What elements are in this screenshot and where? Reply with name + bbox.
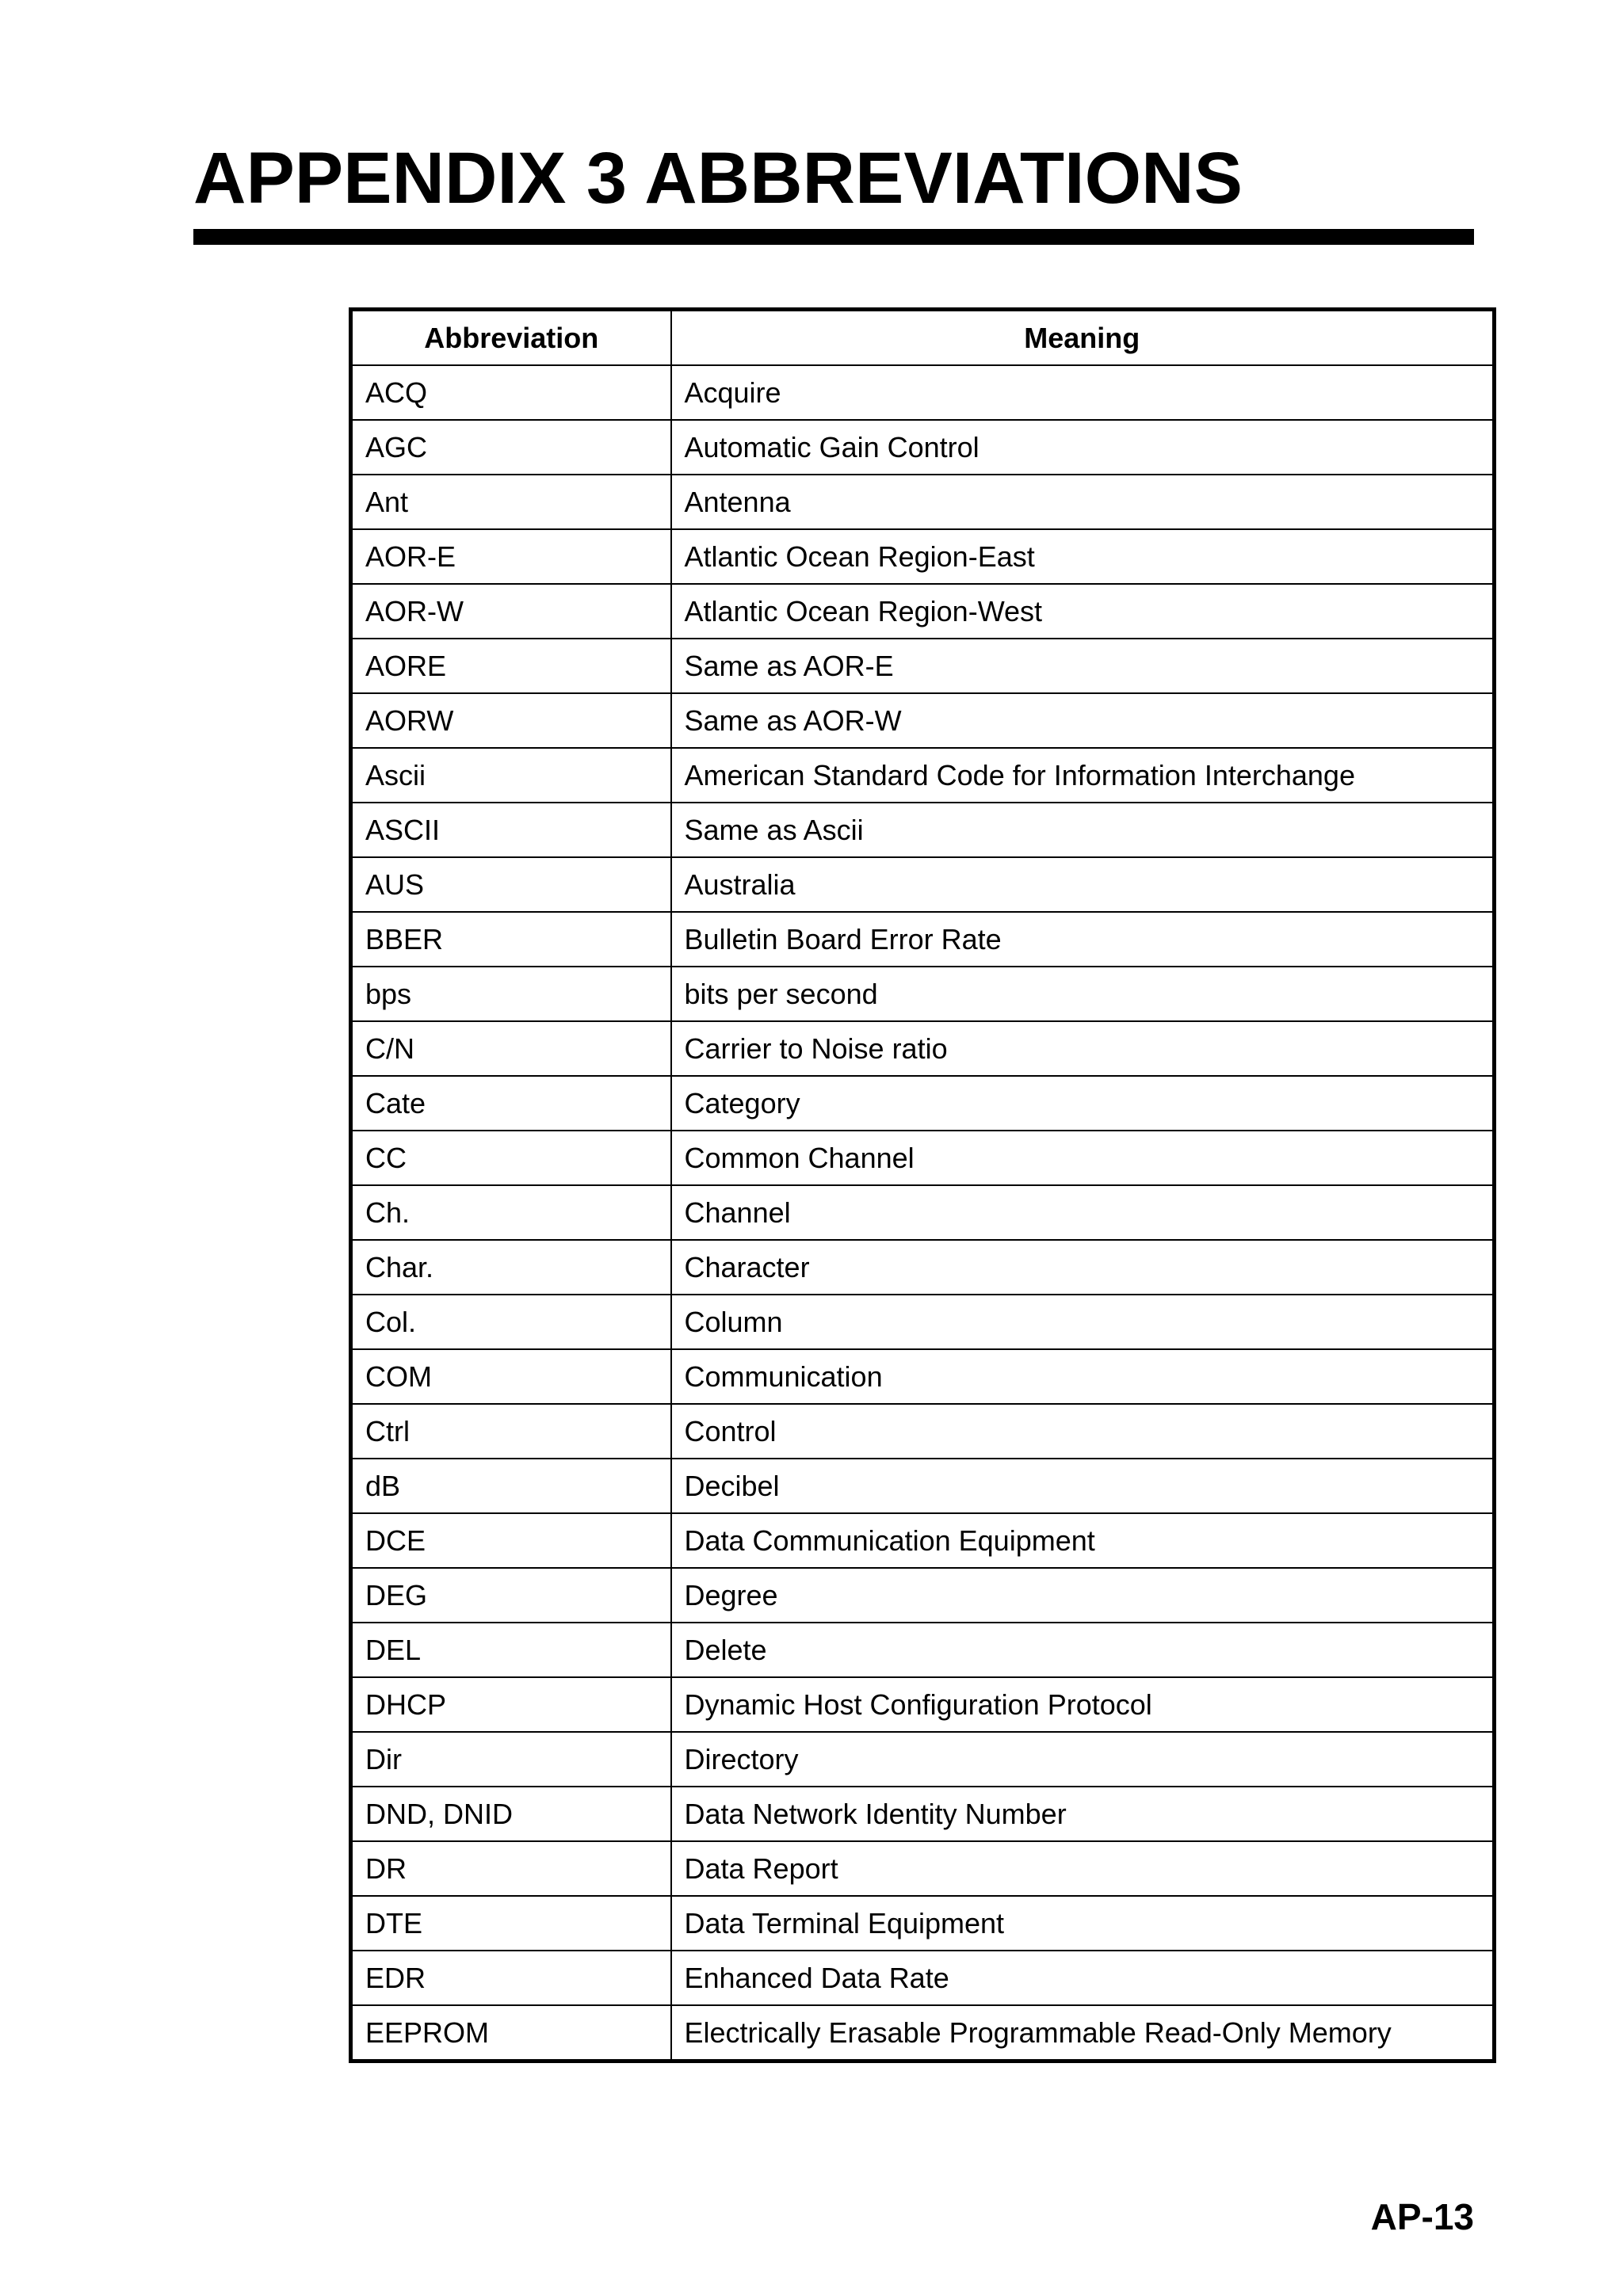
abbreviation-cell: DEL	[351, 1623, 671, 1677]
table-row	[351, 912, 1495, 967]
abbreviation-cell: ASCII	[351, 803, 671, 857]
table-body	[351, 365, 1495, 2061]
table-row	[351, 857, 1495, 912]
abbreviation-cell: ACQ	[351, 365, 671, 420]
abbreviation-cell: AORW	[351, 693, 671, 748]
abbreviation-cell: Char.	[351, 1240, 671, 1295]
table-row	[351, 1623, 1495, 1677]
table-row	[351, 1568, 1495, 1623]
abbreviation-cell: DHCP	[351, 1677, 671, 1732]
table-row	[351, 1787, 1495, 1841]
meaning-cell: Control	[671, 1404, 1495, 1459]
meaning-cell: Dynamic Host Configuration Protocol	[671, 1677, 1495, 1732]
table-row	[351, 420, 1495, 475]
meaning-cell: Same as Ascii	[671, 803, 1495, 857]
table-row	[351, 1951, 1495, 2005]
table-row	[351, 639, 1495, 693]
meaning-cell: Australia	[671, 857, 1495, 912]
table-row	[351, 1076, 1495, 1131]
table-row	[351, 475, 1495, 529]
meaning-cell: Character	[671, 1240, 1495, 1295]
meaning-cell: Delete	[671, 1623, 1495, 1677]
abbreviation-cell: COM	[351, 1349, 671, 1404]
abbreviation-cell: Ctrl	[351, 1404, 671, 1459]
meaning-cell: Data Terminal Equipment	[671, 1896, 1495, 1951]
abbreviation-cell: AGC	[351, 420, 671, 475]
abbreviation-cell: Cate	[351, 1076, 671, 1131]
meaning-cell: Enhanced Data Rate	[671, 1951, 1495, 2005]
abbreviation-cell: Ch.	[351, 1185, 671, 1240]
title-rule	[193, 229, 1474, 245]
meaning-cell: bits per second	[671, 967, 1495, 1021]
meaning-cell: Decibel	[671, 1459, 1495, 1513]
abbreviation-cell: DCE	[351, 1513, 671, 1568]
meaning-cell: Channel	[671, 1185, 1495, 1240]
meaning-cell: Bulletin Board Error Rate	[671, 912, 1495, 967]
page-number: AP-13	[1370, 2196, 1474, 2237]
table-row	[351, 748, 1495, 803]
abbreviation-cell: dB	[351, 1459, 671, 1513]
table-row	[351, 1131, 1495, 1185]
table-row	[351, 1677, 1495, 1732]
abbreviation-cell: EEPROM	[351, 2005, 671, 2061]
abbreviation-cell: DND, DNID	[351, 1787, 671, 1841]
abbreviations-table	[349, 307, 1496, 2063]
meaning-cell: Atlantic Ocean Region-West	[671, 584, 1495, 639]
abbreviation-cell: DR	[351, 1841, 671, 1896]
column-header-abbreviation: Abbreviation	[351, 310, 671, 366]
meaning-cell: Category	[671, 1076, 1495, 1131]
abbreviation-cell: Dir	[351, 1732, 671, 1787]
abbreviation-cell: BBER	[351, 912, 671, 967]
table-row	[351, 365, 1495, 420]
table-row	[351, 1240, 1495, 1295]
table-row	[351, 1732, 1495, 1787]
table-row	[351, 1021, 1495, 1076]
meaning-cell: Directory	[671, 1732, 1495, 1787]
meaning-cell: Communication	[671, 1349, 1495, 1404]
table-row	[351, 1513, 1495, 1568]
abbreviation-cell: C/N	[351, 1021, 671, 1076]
abbreviation-cell: AOR-E	[351, 529, 671, 584]
abbreviation-cell: DEG	[351, 1568, 671, 1623]
meaning-cell: Same as AOR-W	[671, 693, 1495, 748]
meaning-cell: Automatic Gain Control	[671, 420, 1495, 475]
table-row	[351, 1185, 1495, 1240]
abbreviation-cell: Ant	[351, 475, 671, 529]
meaning-cell: Electrically Erasable Programmable Read-Only Memory	[671, 2005, 1495, 2061]
table-row	[351, 1295, 1495, 1349]
abbreviation-cell: Col.	[351, 1295, 671, 1349]
abbreviation-cell: EDR	[351, 1951, 671, 2005]
table-row	[351, 967, 1495, 1021]
table-row	[351, 1896, 1495, 1951]
abbreviation-cell: bps	[351, 967, 671, 1021]
meaning-cell: Atlantic Ocean Region-East	[671, 529, 1495, 584]
meaning-cell: Antenna	[671, 475, 1495, 529]
meaning-cell: Data Network Identity Number	[671, 1787, 1495, 1841]
table-row	[351, 584, 1495, 639]
abbreviation-cell: AOR-W	[351, 584, 671, 639]
table-row	[351, 693, 1495, 748]
table-row	[351, 1459, 1495, 1513]
abbreviation-cell: CC	[351, 1131, 671, 1185]
table-row	[351, 803, 1495, 857]
meaning-cell: Carrier to Noise ratio	[671, 1021, 1495, 1076]
meaning-cell: Data Report	[671, 1841, 1495, 1896]
table-row	[351, 2005, 1495, 2061]
table-row	[351, 1404, 1495, 1459]
abbreviation-cell: AORE	[351, 639, 671, 693]
table-row	[351, 1841, 1495, 1896]
meaning-cell: American Standard Code for Information Interchange	[671, 748, 1495, 803]
table-row	[351, 529, 1495, 584]
abbreviation-cell: DTE	[351, 1896, 671, 1951]
abbreviation-cell: Ascii	[351, 748, 671, 803]
page-title: APPENDIX 3 ABBREVIATIONS	[193, 138, 1243, 219]
column-header-meaning: Meaning	[671, 310, 1495, 366]
meaning-cell: Degree	[671, 1568, 1495, 1623]
meaning-cell: Data Communication Equipment	[671, 1513, 1495, 1568]
abbreviation-cell: AUS	[351, 857, 671, 912]
meaning-cell: Column	[671, 1295, 1495, 1349]
table-row	[351, 1349, 1495, 1404]
meaning-cell: Same as AOR-E	[671, 639, 1495, 693]
meaning-cell: Acquire	[671, 365, 1495, 420]
table-header-row	[351, 310, 1495, 366]
meaning-cell: Common Channel	[671, 1131, 1495, 1185]
